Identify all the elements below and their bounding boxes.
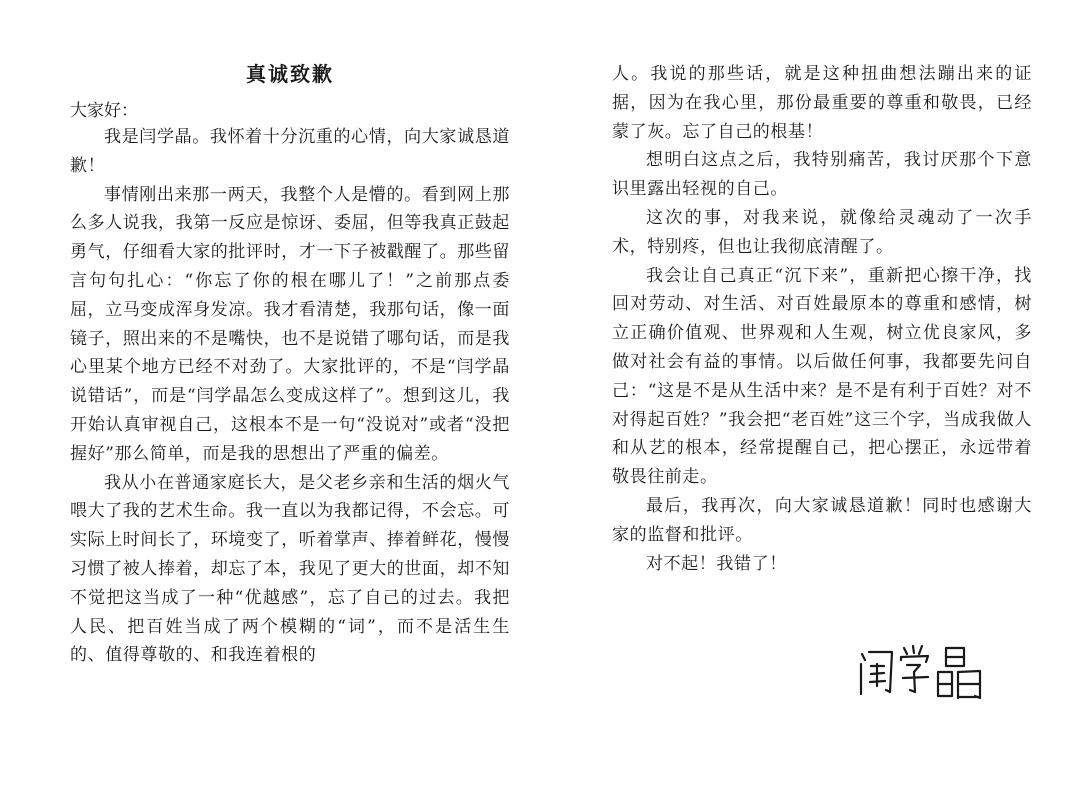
paragraph-awakening: 这次的事，对我来说，就像给灵魂动了一次手术，特别疼，但也让我彻底清醒了。 [612,207,1032,257]
paragraph-commitment: 我会让自己真正“沉下来”，重新把心擦干净，找回对劳动、对生活、对百姓最原本的尊重和感情，树立正确价值观、世界观和人生观，树立优良家风，多做对社会有益的事情。以后做任何事，我都要先问自己：“这是不是从生活中来？是不是有利于百姓？对不对得起百姓？”我会把“老百姓”这三个字，当成我做人和从艺的根本，经常提醒自己，把心摆正，永远带着敬畏往前走。 [612,265,1032,488]
paragraph-reflection: 想明白这点之后，我特别痛苦，我讨厌那个下意识里露出轻视的自己。 [612,150,1032,200]
paragraph-upbringing-continued: 人。我说的那些话，就是这种扭曲想法蹦出来的证据，因为在我心里，那份最重要的尊重和敬畏，已经蒙了灰。忘了自己的根基！ [612,64,1032,142]
paragraph-upbringing: 我从小在普通家庭长大，是父老乡亲和生活的烟火气喂大了我的艺术生命。我一直以为我都记得，不会忘。可实际上时间长了，环境变了，听着掌声、捧着鲜花，慢慢习惯了被人捧着，却忘了本，我见了更大的世面，却不知不觉把这当成了一种“优越感”，忘了自己的过去。我把人民、把百姓当成了两个模糊的“词”，而不是活生生的、值得尊敬的、和我连着根的 [70,472,510,666]
paragraph-intro: 我是闫学晶。我怀着十分沉重的心情，向大家诚恳道歉！ [70,127,510,176]
right-body [612,60,1032,578]
left-body [70,123,510,670]
handwritten-signature [856,640,996,710]
paragraph-sorry: 对不起！我错了！ [646,553,787,574]
paragraph-reaction: 事情刚出来那一两天，我整个人是懵的。看到网上那么多人说我，我第一反应是惊讶、委屈，但等我真正鼓起勇气，仔细看大家的批评时，才一下子被戳醒了。那些留言句句扎心：“你忘了你的根在哪儿了！”之前那点委屈，立马变成浑身发凉。我才看清楚，我那句话，像一面镜子，照出来的不是嘴快，也不是说错了哪句话，而是我心里某个地方已经不对劲了。大家批评的，不是“闫学晶说错话”，而是“闫学晶怎么变成这样了”。想到这儿，我开始认真审视自己，这根本不是一句“没说对”或者“没把握好”那么简单，而是我的思想出了严重的偏差。 [70,184,510,464]
paragraph-final-apology: 最后，我再次，向大家诚恳道歉！同时也感谢大家的监督和批评。 [612,495,1032,545]
letter-greeting: 大家好： [70,101,138,121]
letter-title: 真诚致歉 [246,62,334,86]
